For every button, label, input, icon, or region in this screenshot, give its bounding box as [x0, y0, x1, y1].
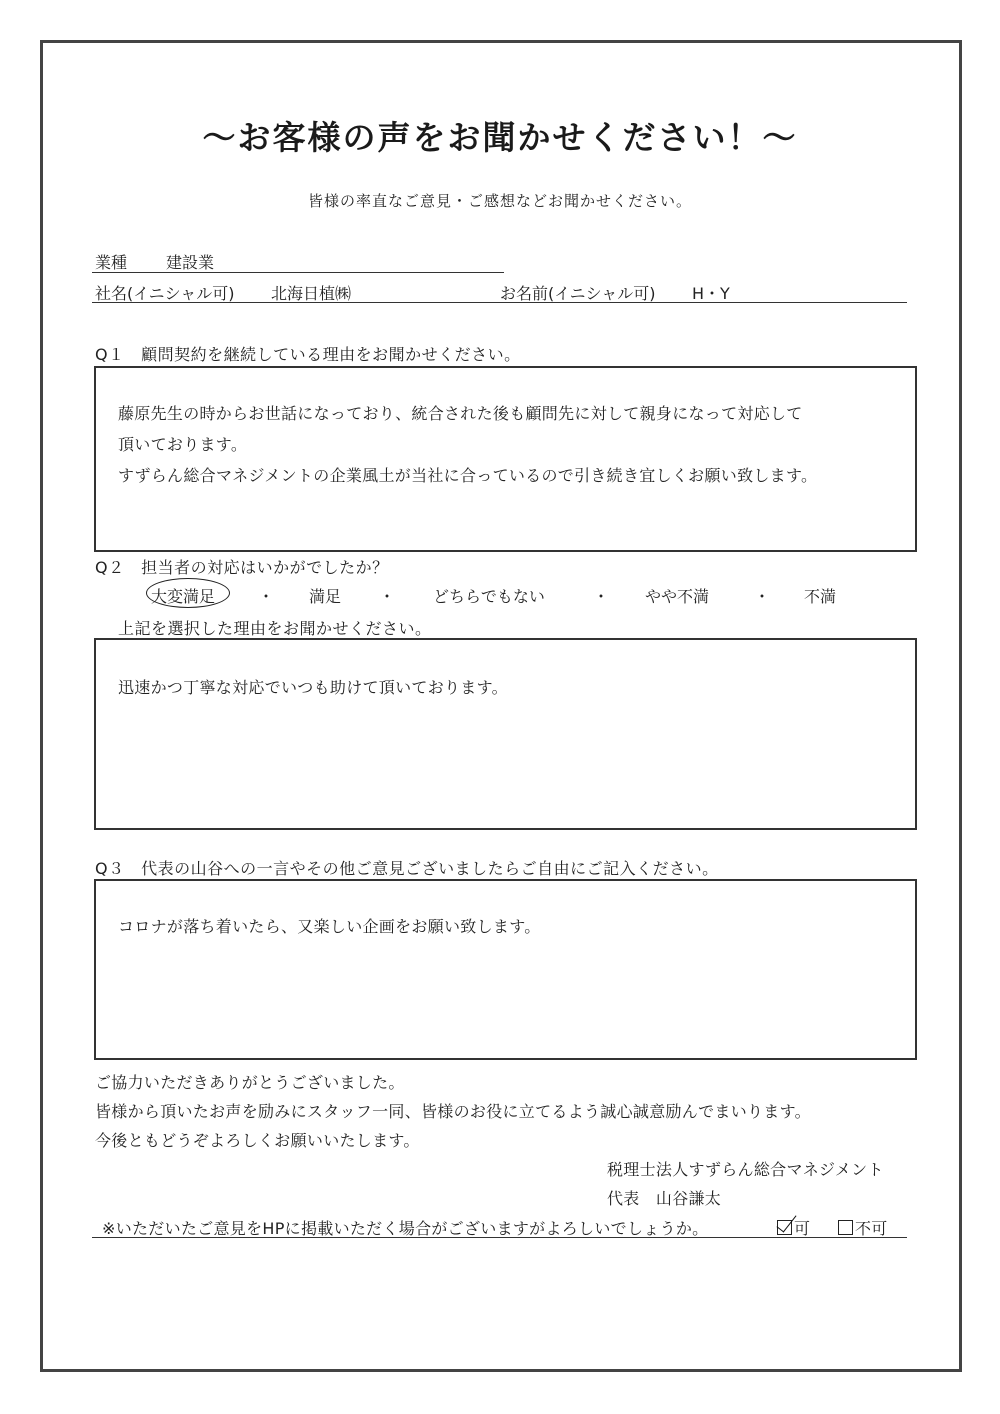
company-label: 社名(イニシャル可)	[95, 284, 235, 303]
rating-separator: ・	[593, 587, 610, 606]
industry-underline	[92, 272, 504, 273]
rating-option-somewhat-dissatisfied: やや不満	[645, 587, 710, 606]
closing-line: ご協力いただきありがとうございました。	[95, 1073, 405, 1092]
rating-separator: ・	[379, 587, 396, 606]
industry-label: 業種	[95, 253, 128, 272]
q1-label: Q１ 顧問契約を継続している理由をお聞かせください。	[95, 345, 521, 364]
q3-answer-text: コロナが落ち着いたら、又楽しい企画をお願い致します。	[118, 917, 541, 936]
rating-separator: ・	[754, 587, 771, 606]
consent-no-option[interactable]	[838, 1216, 888, 1239]
closing-line: 皆様から頂いたお声を励みにスタッフ一同、皆様のお役に立てるよう誠心誠意励んでまいります。	[95, 1102, 811, 1121]
q1-answer-box	[94, 366, 917, 552]
consent-yes-label: 可	[794, 1219, 811, 1238]
q1-answer-line: 藤原先生の時からお世話になっており、統合された後も顧問先に対して親身になって対応して	[118, 404, 803, 423]
consent-underline	[92, 1237, 907, 1238]
company-underline	[92, 302, 907, 303]
checkbox-unchecked-icon[interactable]	[838, 1220, 853, 1235]
rating-separator: ・	[258, 587, 275, 606]
q2-label: Q２ 担当者の対応はいかがでしたか？	[95, 558, 389, 577]
name-label: お名前(イニシャル可)	[500, 284, 656, 303]
consent-no-label: 不可	[855, 1219, 888, 1238]
industry-value: 建設業	[166, 253, 215, 272]
q2-answer-text: 迅速かつ丁寧な対応でいつも助けて頂いております。	[118, 678, 508, 697]
form-subtitle: 皆様の率直なご意見・ご感想などお聞かせください。	[307, 192, 692, 210]
closing-line: 今後ともどうぞよろしくお願いいたします。	[95, 1131, 420, 1150]
q2-reason-label: 上記を選択した理由をお聞かせください。	[118, 619, 432, 638]
representative-name: 代表 山谷謙太	[607, 1189, 722, 1208]
checkbox-checked-icon[interactable]	[777, 1220, 792, 1235]
rating-option-very-satisfied: 大変満足	[151, 587, 216, 606]
name-value: H・Y	[692, 284, 730, 303]
organization-name: 税理士法人すずらん総合マネジメント	[607, 1160, 884, 1179]
consent-yes-option[interactable]	[777, 1216, 810, 1239]
form-title: 〜お客様の声をお聞かせください！〜	[202, 118, 798, 157]
rating-option-neutral: どちらでもない	[433, 587, 545, 606]
q3-label: Q３ 代表の山谷への一言やその他ご意見ございましたらご自由にご記入ください。	[95, 859, 719, 878]
q1-answer-line: すずらん総合マネジメントの企業風土が当社に合っているので引き続き宜しくお願い致します。	[118, 466, 818, 485]
company-value: 北海日植㈱	[271, 284, 352, 303]
rating-option-dissatisfied: 不満	[804, 587, 837, 606]
q1-answer-line: 頂いております。	[118, 435, 248, 454]
consent-question: ※いただいたご意見をHPに掲載いただく場合がございますがよろしいでしょうか。	[102, 1219, 709, 1238]
q3-answer-box	[94, 879, 917, 1060]
rating-option-satisfied: 満足	[309, 587, 342, 606]
q2-answer-box	[94, 638, 917, 830]
